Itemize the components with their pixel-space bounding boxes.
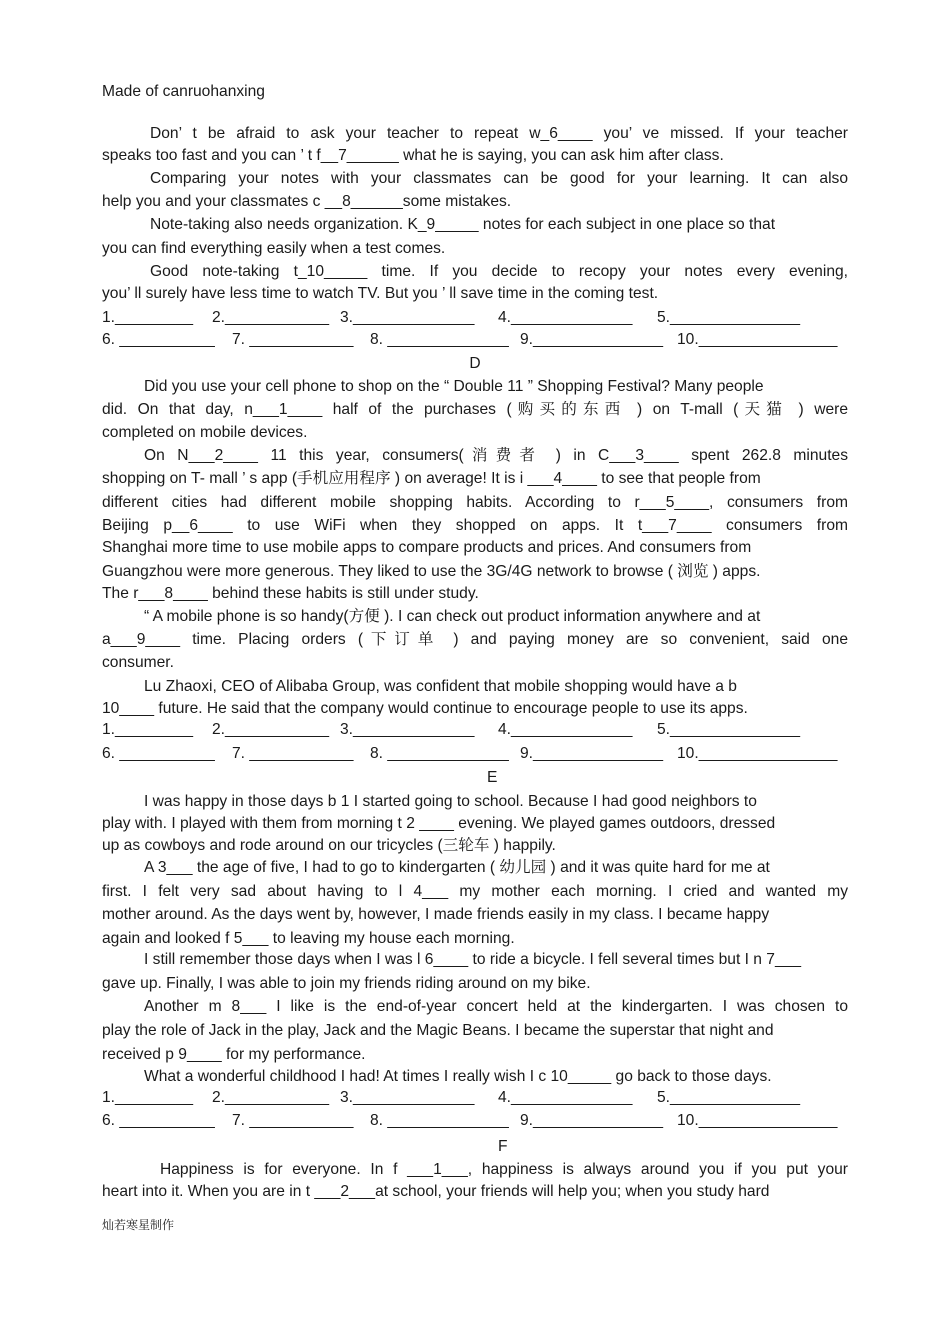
passage-d-line: a___9____ time. Placing orders (下订单 ) and paying money are so convenient, said one xyxy=(102,631,848,648)
passage-e-line: I was happy in those days b 1 I started going to school. Because I had good neighbors to xyxy=(144,793,757,810)
answer-blank-2[interactable]: 2.____________ xyxy=(212,1089,330,1106)
answer-row xyxy=(102,331,862,353)
passage-c-line: Don’ t be afraid to ask your teacher to repeat w_6____ you’ ve missed. If your teacher xyxy=(150,125,848,142)
passage-c-line: you can find everything easily when a test comes. xyxy=(102,240,446,257)
answer-blank-9[interactable]: 9._______________ xyxy=(520,745,664,762)
passage-f-line: Happiness is for everyone. In f ___1___, happiness is always around you if you put your xyxy=(160,1161,848,1178)
section-heading-e: E xyxy=(487,769,498,786)
answer-blank-7[interactable]: 7. ____________ xyxy=(232,745,354,762)
passage-c-line: Comparing your notes with your classmates can be good for your learning. It can also xyxy=(150,170,848,187)
answer-blank-10[interactable]: 10.________________ xyxy=(677,331,838,348)
passage-e-line: gave up. Finally, I was able to join my friends riding around on my bike. xyxy=(102,975,591,992)
passage-d-line: Beijing p__6____ to use WiFi when they shopped on apps. It t___7____ consumers from xyxy=(102,517,848,534)
answer-blank-8[interactable]: 8. ______________ xyxy=(370,745,509,762)
passage-d-line: did. On that day, n___1____ half of the purchases (购买的东西 ) on T-mall (天猫 ) were xyxy=(102,401,848,418)
answer-blank-9[interactable]: 9._______________ xyxy=(520,331,664,348)
answer-blank-10[interactable]: 10.________________ xyxy=(677,745,838,762)
answer-blank-3[interactable]: 3.______________ xyxy=(340,1089,475,1106)
answer-row xyxy=(102,745,862,767)
passage-d-line: On N___2____ 11 this year, consumers(消费者 ) in C___3____ spent 262.8 minutes xyxy=(144,447,848,464)
answer-blank-7[interactable]: 7. ____________ xyxy=(232,1112,354,1129)
passage-d-line: consumer. xyxy=(102,654,174,671)
passage-e-line: up as cowboys and rode around on our tricycles (三轮车 ) happily. xyxy=(102,837,556,854)
answer-blank-3[interactable]: 3.______________ xyxy=(340,721,475,738)
passage-e-line: again and looked f 5___ to leaving my house each morning. xyxy=(102,930,515,947)
passage-d-line: shopping on T- mall ’ s app (手机应用程序 ) on average! It is i ___4____ to see that people from xyxy=(102,470,761,487)
answer-blank-2[interactable]: 2.____________ xyxy=(212,721,330,738)
answer-blank-6[interactable]: 6. ___________ xyxy=(102,1112,215,1129)
answer-row xyxy=(102,1112,862,1134)
passage-c-line: Good note-taking t_10_____ time. If you decide to recopy your notes every evening, xyxy=(150,263,848,280)
passage-f-line: heart into it. When you are in t ___2___at school, your friends will help you; when you study hard xyxy=(102,1183,770,1200)
passage-c-line: you’ ll surely have less time to watch TV. But you ’ ll save time in the coming test. xyxy=(102,285,659,302)
passage-d-line: different cities had different mobile shopping habits. According to r___5____, consumers from xyxy=(102,494,848,511)
answer-blank-4[interactable]: 4.______________ xyxy=(498,1089,633,1106)
passage-e-line: Another m 8___ I like is the end-of-year concert held at the kindergarten. I was chosen to xyxy=(144,998,848,1015)
answer-blank-6[interactable]: 6. ___________ xyxy=(102,331,215,348)
passage-e-line: mother around. As the days went by, however, I made friends easily in my class. I became happy xyxy=(102,906,770,923)
passage-d-line: Guangzhou were more generous. They liked to use the 3G/4G network to browse ( 浏览 ) apps. xyxy=(102,563,761,580)
passage-e-line: play with. I played with them from morning t 2 ____ evening. We played games outdoors, dressed xyxy=(102,815,776,832)
answer-blank-8[interactable]: 8. ______________ xyxy=(370,331,509,348)
answer-row xyxy=(102,309,862,331)
answer-blank-10[interactable]: 10.________________ xyxy=(677,1112,838,1129)
answer-row xyxy=(102,1089,862,1111)
answer-blank-9[interactable]: 9._______________ xyxy=(520,1112,664,1129)
passage-d-line: 10____ future. He said that the company would continue to encourage people to use its apps. xyxy=(102,700,748,717)
answer-blank-5[interactable]: 5._______________ xyxy=(657,309,801,326)
answer-blank-1[interactable]: 1._________ xyxy=(102,721,194,738)
answer-blank-5[interactable]: 5._______________ xyxy=(657,1089,801,1106)
answer-blank-4[interactable]: 4.______________ xyxy=(498,721,633,738)
answer-blank-8[interactable]: 8. ______________ xyxy=(370,1112,509,1129)
passage-d-line: Did you use your cell phone to shop on the “ Double 11 ” Shopping Festival? Many people xyxy=(144,378,764,395)
passage-e-line: A 3___ the age of five, I had to go to kindergarten ( 幼儿园 ) and it was quite hard for me at xyxy=(144,859,770,876)
footer-credit: 灿若寒星制作 xyxy=(102,1218,175,1232)
answer-row xyxy=(102,721,862,743)
passage-c-line: help you and your classmates c __8______some mistakes. xyxy=(102,193,512,210)
section-heading-d: D xyxy=(469,355,481,372)
passage-d-line: The r___8____ behind these habits is still under study. xyxy=(102,585,479,602)
answer-blank-7[interactable]: 7. ____________ xyxy=(232,331,354,348)
answer-blank-5[interactable]: 5._______________ xyxy=(657,721,801,738)
passage-e-line: What a wonderful childhood I had! At times I really wish I c 10_____ go back to those days. xyxy=(144,1068,772,1085)
passage-e-line: received p 9____ for my performance. xyxy=(102,1046,366,1063)
passage-d-line: completed on mobile devices. xyxy=(102,424,308,441)
passage-e-line: play the role of Jack in the play, Jack and the Magic Beans. I became the superstar that night and xyxy=(102,1022,774,1039)
answer-blank-1[interactable]: 1._________ xyxy=(102,1089,194,1106)
passage-d-line: Shanghai more time to use mobile apps to compare products and prices. And consumers from xyxy=(102,539,752,556)
answer-blank-6[interactable]: 6. ___________ xyxy=(102,745,215,762)
passage-e-line: first. I felt very sad about having to l 4___ my mother each morning. I cried and wanted my xyxy=(102,883,848,900)
answer-blank-3[interactable]: 3.______________ xyxy=(340,309,475,326)
passage-c-line: speaks too fast and you can ’ t f__7______ what he is saying, you can ask him after class. xyxy=(102,147,724,164)
section-heading-f: F xyxy=(498,1138,508,1155)
answer-blank-1[interactable]: 1._________ xyxy=(102,309,194,326)
document-title: Made of canruohanxing xyxy=(102,83,265,100)
answer-blank-4[interactable]: 4.______________ xyxy=(498,309,633,326)
answer-blank-2[interactable]: 2.____________ xyxy=(212,309,330,326)
passage-d-line: “ A mobile phone is so handy(方便 ). I can check out product information anywhere and at xyxy=(144,608,761,625)
passage-e-line: I still remember those days when I was l 6____ to ride a bicycle. I fell several times but I n 7___ xyxy=(144,951,801,968)
passage-c-line: Note-taking also needs organization. K_9_____ notes for each subject in one place so that xyxy=(150,216,776,233)
passage-d-line: Lu Zhaoxi, CEO of Alibaba Group, was confident that mobile shopping would have a b xyxy=(144,678,737,695)
